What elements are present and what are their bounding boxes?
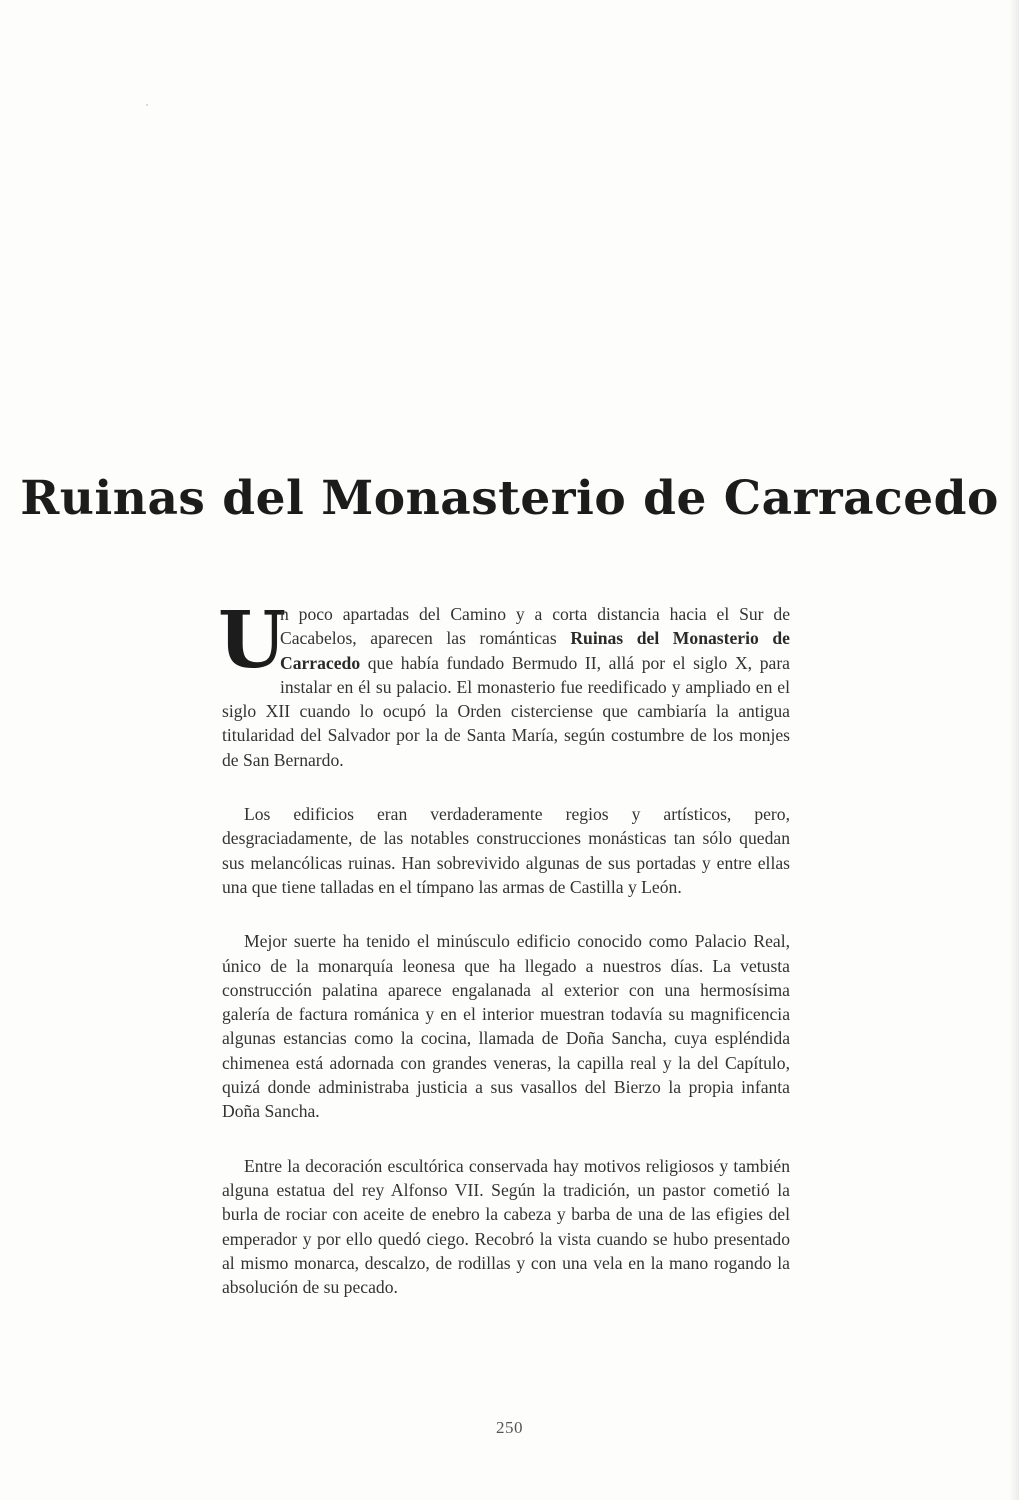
paragraph-1-text-end: que había fundado Bermudo II, allá por el siglo X, para instalar en él su palacio. El monasterio fue reedificado y ampliado en el siglo XII cuando lo ocupó la Orden cisterciense que cambiaría la antigua titularidad del Salvador por la de Santa María, según costumbre de los monjes de San Bernardo.	[222, 652, 790, 770]
paragraph-1	[218, 595, 790, 772]
paragraph-3: Mejor suerte ha tenido el minúsculo edificio conocido como Palacio Real, único de la monarquía leonesa que ha llegado a nuestros días. La vetusta construcción palatina aparece engalanada al exterior con una hermosísima galería de factura románica y en el interior muestran todavía su magnificencia algunas estancias como la cocina, llamada de Doña Sancha, cuya espléndida chimenea está adornada con grandes veneras, la capilla real y la del Capítulo, quizá donde administraba justicia a sus vasallos del Bierzo la propia infanta Doña Sancha.	[222, 931, 790, 1122]
page-title: Ruinas del Monasterio de Carracedo	[20, 471, 999, 526]
paragraph-2: Los edificios eran verdaderamente regios y artísticos, pero, desgraciadamente, de las notables construcciones monásticas tan sólo quedan sus melancólicas ruinas. Han sobrevivido algunas de sus portadas y entre ellas una que tiene talladas en el tímpano las armas de Castilla y León.	[222, 804, 790, 897]
page-edge-shadow	[1009, 0, 1019, 1500]
drop-cap: U	[218, 595, 287, 686]
paragraph-4: Entre la decoración escultórica conservada hay motivos religiosos y también alguna estatua del rey Alfonso VII. Según la tradición, un pastor cometió la burla de rociar con aceite de enebro la cabeza y barba de una de las efigies del emperador y por ello quedó ciego. Recobró la vista cuando se hubo presentado al mismo monarca, descalzo, de rodillas y con una vela en la mano rogando la absolución de su pecado.	[222, 1155, 790, 1298]
paragraph-1-text-start: n poco apartadas del Camino y a corta distancia hacia el Sur de Cacabelos, aparecen las románticas	[280, 604, 790, 649]
page-number: 250	[496, 1418, 523, 1437]
article-body	[218, 595, 790, 1329]
paragraph-1-bold-name: Ruinas del Monasterio de Carracedo	[280, 628, 790, 673]
paper-speck	[146, 104, 148, 106]
